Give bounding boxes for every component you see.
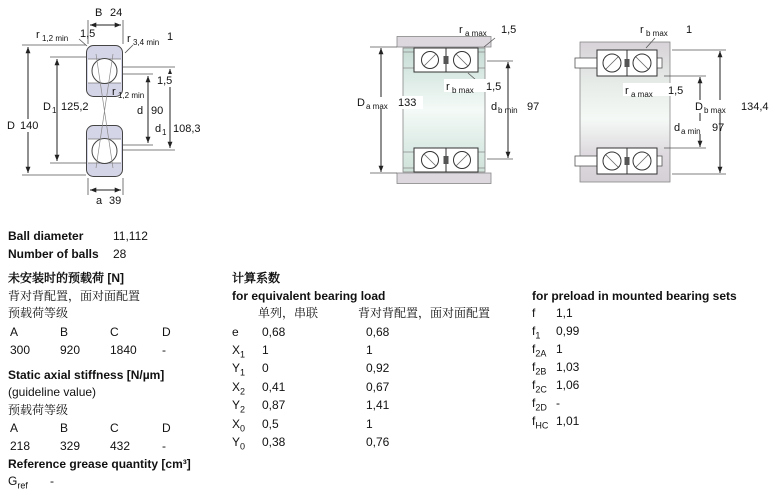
fig1-bearing-bottom-section	[87, 126, 123, 177]
calc-row-value1: 0,68	[262, 325, 286, 339]
grease-title: Reference grease quantity [cm³]	[8, 457, 191, 471]
fig1-top-ball	[92, 59, 117, 84]
dim-sub-D1: 1	[52, 106, 57, 115]
fig2-housing-top	[397, 37, 491, 48]
stiffness-value-d: -	[162, 439, 166, 453]
dim-value-ra-fig3: 1,5	[668, 85, 684, 97]
preload-factor-value: 1,03	[556, 360, 580, 374]
preload-factor-value: -	[556, 396, 560, 410]
preload-factor-symbol: f	[532, 306, 536, 320]
calc-row-symbol: e	[232, 325, 239, 339]
dim-sub-d1: 1	[162, 128, 167, 137]
calc-factors-subtitle: for equivalent bearing load	[232, 289, 386, 303]
grease-symbol-sub: ref	[17, 480, 28, 491]
preload-factor-symbol: $f_1$	[532, 324, 541, 341]
dim-sub-Da: a max	[366, 102, 388, 111]
grease-symbol	[8, 474, 28, 492]
dim-label-D: D	[7, 120, 15, 132]
stiffness-class-label: 预载荷等级	[8, 403, 69, 417]
bearing-cross-section-figure	[0, 0, 230, 215]
dim-label-d: d	[137, 105, 144, 117]
fig3-bearing-pair-top	[597, 50, 657, 76]
preload-factor-symbol: $f_{2C}$	[532, 378, 547, 395]
dim-value-Db: 134,4	[741, 101, 769, 113]
dim-label-D1: D	[43, 101, 51, 113]
calc-row-value1: 1	[262, 343, 269, 357]
stiffness-title: Static axial stiffness [N/µm]	[8, 368, 165, 382]
stiffness-header-b: B	[60, 421, 69, 435]
dim-value-r12-mid: 1,5	[157, 75, 173, 87]
calc-row-symbol: $Y_0$	[232, 435, 246, 452]
stiffness-subtitle: (guideline value)	[8, 385, 97, 399]
dim-label-rb-fig3: r	[640, 24, 644, 36]
dim-sub-r12-mid: 1,2 min	[118, 91, 145, 100]
dim-value-r34: 1	[167, 31, 174, 43]
dim-sub-da: a min	[681, 127, 701, 136]
fig1-bottom-ball	[92, 139, 117, 164]
preload-value-c: 1840	[110, 343, 137, 357]
preload-factor-value: 1,1	[556, 306, 573, 320]
preload-factor-value: 1,06	[556, 378, 580, 392]
dim-value-rb-fig2: 1,5	[486, 81, 502, 93]
calc-col1-header: 单列，串联	[258, 306, 319, 320]
preload-factor-symbol: $f_{HC}$	[532, 414, 549, 431]
fig2-housing-bottom	[397, 173, 491, 184]
fig3-bearing-pair-bottom	[597, 148, 657, 174]
preload-value-a: 300	[10, 343, 31, 357]
preload-factor-value: 1,01	[556, 414, 580, 428]
calc-row-value2: 0,76	[366, 435, 390, 449]
calc-row-symbol: $X_1$	[232, 343, 246, 360]
dim-value-D: 140	[20, 120, 39, 132]
stiffness-value-a: 218	[10, 439, 31, 453]
dim-label-ra-fig2: r	[459, 24, 463, 36]
preload-header-c: C	[110, 325, 119, 339]
dim-value-db: 97	[527, 101, 540, 113]
preload-factors-title: for preload in mounted bearing sets	[532, 289, 737, 303]
stiffness-value-b: 329	[60, 439, 81, 453]
calc-row-value2: 0,92	[366, 361, 390, 375]
ball-diameter-value: 11,112	[113, 229, 148, 243]
dim-value-r12-top: 1,5	[80, 28, 96, 40]
preload-factor-symbol: $f_{2B}$	[532, 360, 547, 377]
dim-sub-rb-fig3: b max	[646, 29, 668, 38]
dim-label-B: B	[95, 7, 103, 19]
number-of-balls-label: Number of balls	[8, 247, 99, 261]
dim-label-rb-fig2: r	[446, 81, 450, 93]
grease-value: -	[50, 474, 54, 488]
fig2-bearing-pair-top	[414, 48, 478, 72]
dim-label-r34: r	[127, 33, 131, 45]
dim-sub-ra-fig2: a max	[465, 29, 487, 38]
dim-sub-ra-fig3: a max	[631, 90, 653, 99]
calc-row-value1: 0	[262, 361, 269, 375]
dim-value-a: 39	[109, 195, 122, 207]
stiffness-value-c: 432	[110, 439, 131, 453]
dim-value-ra-fig2: 1,5	[501, 24, 517, 36]
calc-row-value1: 0,87	[262, 398, 286, 412]
housing-abutment-figure	[570, 0, 775, 215]
fig1-bearing-top-section	[87, 46, 123, 97]
calc-row-symbol: $X_2$	[232, 380, 246, 397]
dim-label-Da: D	[357, 97, 365, 109]
ball-diameter-label: Ball diameter	[8, 229, 84, 243]
preload-value-b: 920	[60, 343, 81, 357]
preload-header-a: A	[10, 325, 19, 339]
stiffness-header-c: C	[110, 421, 119, 435]
dim-label-r12-top: r	[36, 29, 40, 41]
fig2-bearing-pair-bottom	[414, 148, 478, 172]
dim-sub-r12-top: 1,2 min	[42, 34, 69, 43]
preload-class-label: 预载荷等级	[8, 306, 69, 320]
stiffness-header-a: A	[10, 421, 19, 435]
calc-row-symbol: $Y_1$	[232, 361, 246, 378]
calc-row-value2: 1,41	[366, 398, 390, 412]
preload-factor-symbol: $f_{2A}$	[532, 342, 547, 359]
calc-row-symbol: $X_0$	[232, 417, 246, 434]
calc-row-symbol: $Y_2$	[232, 398, 246, 415]
preload-value-d: -	[162, 343, 166, 357]
dim-value-d1: 108,3	[173, 123, 201, 135]
calc-factors-title: 计算系数	[232, 271, 281, 285]
dim-value-Da: 133	[398, 97, 417, 109]
calc-row-value1: 0,5	[262, 417, 279, 431]
dim-label-d1: d	[155, 123, 162, 135]
grease-symbol-base: G	[8, 474, 18, 488]
dim-sub-db: b min	[498, 106, 518, 115]
dim-label-Db: D	[695, 101, 703, 113]
preload-factor-value: 0,99	[556, 324, 580, 338]
dim-sub-r34: 3,4 min	[133, 38, 160, 47]
preload-factor-symbol: $f_{2D}$	[532, 396, 547, 413]
stiffness-header-d: D	[162, 421, 171, 435]
calc-row-value1: 0,38	[262, 435, 286, 449]
preload-unmounted-title: 未安装时的预载荷 [N]	[8, 271, 124, 285]
dim-sub-Db: b max	[704, 106, 726, 115]
calc-row-value2: 0,67	[366, 380, 390, 394]
dim-value-B: 24	[110, 7, 123, 19]
preload-unmounted-subtitle: 背对背配置，面对面配置	[8, 289, 141, 303]
calc-row-value2: 0,68	[366, 325, 390, 339]
preload-factor-value: 1	[556, 342, 563, 356]
preload-header-b: B	[60, 325, 69, 339]
dim-value-da: 97	[712, 122, 725, 134]
calc-row-value2: 1	[366, 417, 373, 431]
dim-label-r12-mid: r	[112, 86, 116, 98]
calc-col2-header: 背对背配置，面对面配置	[358, 306, 491, 320]
dim-label-a: a	[96, 195, 103, 207]
dim-sub-rb-fig2: b max	[452, 86, 474, 95]
dim-value-rb-fig3: 1	[686, 24, 693, 36]
calc-row-value1: 0,41	[262, 380, 286, 394]
number-of-balls-value: 28	[113, 247, 127, 261]
dim-label-da: d	[674, 122, 681, 134]
calc-row-value2: 1	[366, 343, 373, 357]
preload-header-d: D	[162, 325, 171, 339]
dim-label-db: d	[491, 101, 498, 113]
dim-label-ra-fig3: r	[625, 85, 629, 97]
dim-value-d: 90	[151, 105, 164, 117]
dim-value-D1: 125,2	[61, 101, 89, 113]
shaft-abutment-figure	[355, 0, 570, 215]
